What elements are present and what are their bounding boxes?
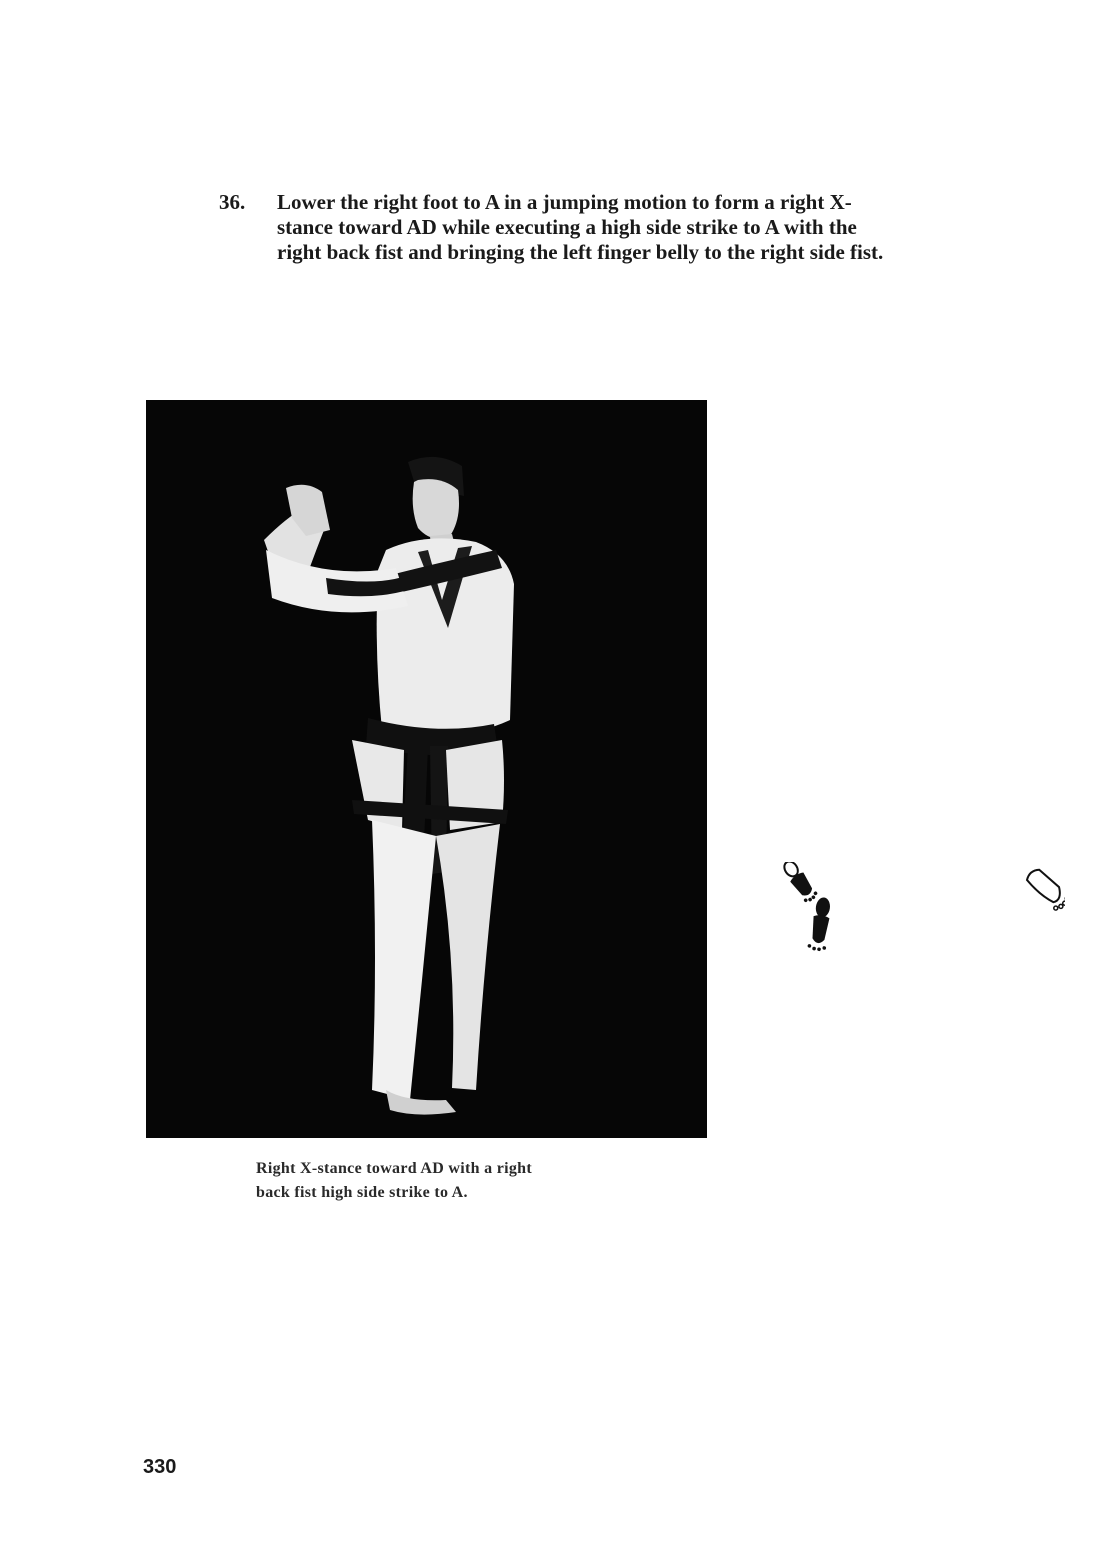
- photo-caption: [256, 1157, 656, 1205]
- caption-line-2: back fist high side strike to A.: [256, 1184, 468, 1201]
- step-text: Lower the right foot to A in a jumping motion to form a right X-stance toward AD while executing a high side strike to A with the right back fist and bringing the left finger belly to the right side fist.: [277, 190, 884, 264]
- martial-artist-photo: [146, 400, 707, 1138]
- caption-line-1: Right X-stance toward AD with a right: [256, 1160, 532, 1177]
- instruction-step: [219, 190, 899, 265]
- footprint-diagram-icon: [765, 862, 1065, 972]
- step-number: 36.: [219, 190, 246, 214]
- page-number: 330: [143, 1456, 177, 1478]
